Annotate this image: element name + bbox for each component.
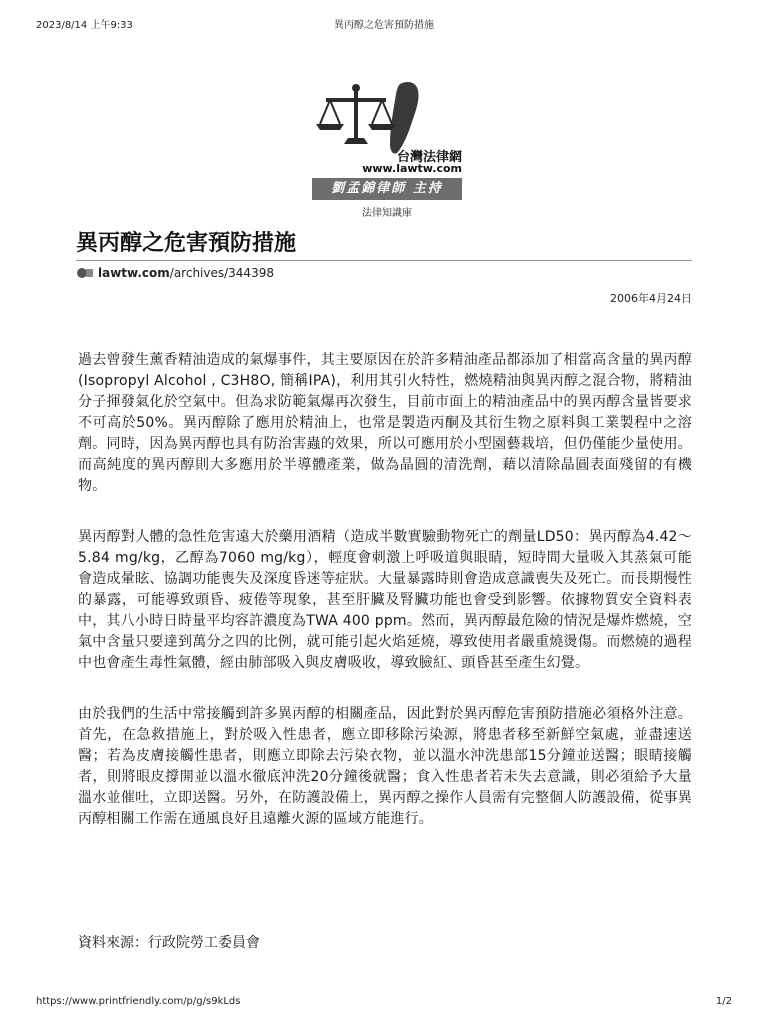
logo-caption: 法律知識庫 [362,208,412,219]
logo-banner: 劉孟錦律師 主持 [312,178,462,200]
print-url[interactable]: https://www.printfriendly.com/p/g/s9kLds [36,996,241,1007]
source-note: 資料來源：行政院勞工委員會 [78,935,260,951]
article-body [78,350,692,860]
source-link[interactable] [76,266,274,282]
paragraph: 過去曾發生薰香精油造成的氣爆事件，其主要原因在於許多精油產品都添加了相當高含量的異丙醇(Isopropyl Alcohol , C3H8O, 簡稱IPA)，利用其引火特性，燃燒精油與異丙醇之混合物，將精油分子揮發氣化於空氣中。但為求防範氣爆再次發生，目前市面上的精油產品中的異丙醇含量皆要求不可高於50%。異丙醇除了應用於精油上，也常是製造丙酮及其衍生物之原料與工業製程中之溶劑。同時，因為異丙醇也具有防治害蟲的效果，所以可應用於小型園藝栽培，但仍僅能少量使用。而高純度的異丙醇則大多應用於半導體產業，做為晶圓的清洗劑，藉以清除晶圓表面殘留的有機物。 [78,352,692,494]
page-title: 異丙醇之危害預防措施 [76,231,297,256]
source-path: /archives/344398 [169,266,274,280]
paragraph: 由於我們的生活中常接觸到許多異丙醇的相關產品，因此對於異丙醇危害預防措施必須格外注意。首先，在急救措施上，對於吸入性患者，應立即移除污染源，將患者移至新鮮空氣處，並盡速送醫；若為皮膚接觸性患者，則應立即除去污染衣物，並以溫水沖洗患部15分鐘並送醫；眼睛接觸者，則將眼皮撐開並以溫水徹底沖洗20分鐘後就醫；食入性患者若未失去意識，則必須給予大量溫水並催吐，立即送醫。另外，在防護設備上，異丙醇之操作人員需有完整個人防護設備，從事異丙醇相關工作需在通風良好且遠離火源的區域方能進行。 [78,706,692,827]
publish-date: 2006年4月24日 [610,292,692,305]
site-favicon-icon [76,266,94,280]
site-logo [312,70,462,220]
logo-url: www.lawtw.com [362,162,462,175]
print-footer [36,996,732,1010]
print-title: 異丙醇之危害預防措施 [334,20,434,31]
print-date: 2023/8/14 上午9:33 [36,20,133,31]
page-number: 1/2 [715,996,732,1007]
logo-name: 台灣法律網 [396,150,462,165]
source-domain: lawtw.com [98,266,170,280]
title-divider [76,260,692,261]
print-header [36,16,732,32]
paragraph: 異丙醇對人體的急性危害遠大於藥用酒精（造成半數實驗動物死亡的劑量LD50：異丙醇為4.42～5.84 mg/kg，乙醇為7060 mg/kg），輕度會刺激上呼吸道與眼睛，短時間大量吸入其蒸氣可能會造成暈眩、協調功能喪失及深度昏迷等症狀。大量暴露時則會造成意識喪失及死亡。而長期慢性的暴露，可能導致頭昏、疲倦等現象，甚至肝臟及腎臟功能也會受到影響。依據物質安全資料表中，其八小時日時量平均容許濃度為TWA 400 ppm。然而，異丙醇最危險的情況是爆炸燃燒，空氣中含量只要達到萬分之四的比例，就可能引起火焰延燒，導致使用者嚴重燒燙傷。而燃燒的過程中也會產生毒性氣體，經由肺部吸入與皮膚吸收，導致臉紅、頭昏甚至產生幻覺。 [78,529,692,671]
